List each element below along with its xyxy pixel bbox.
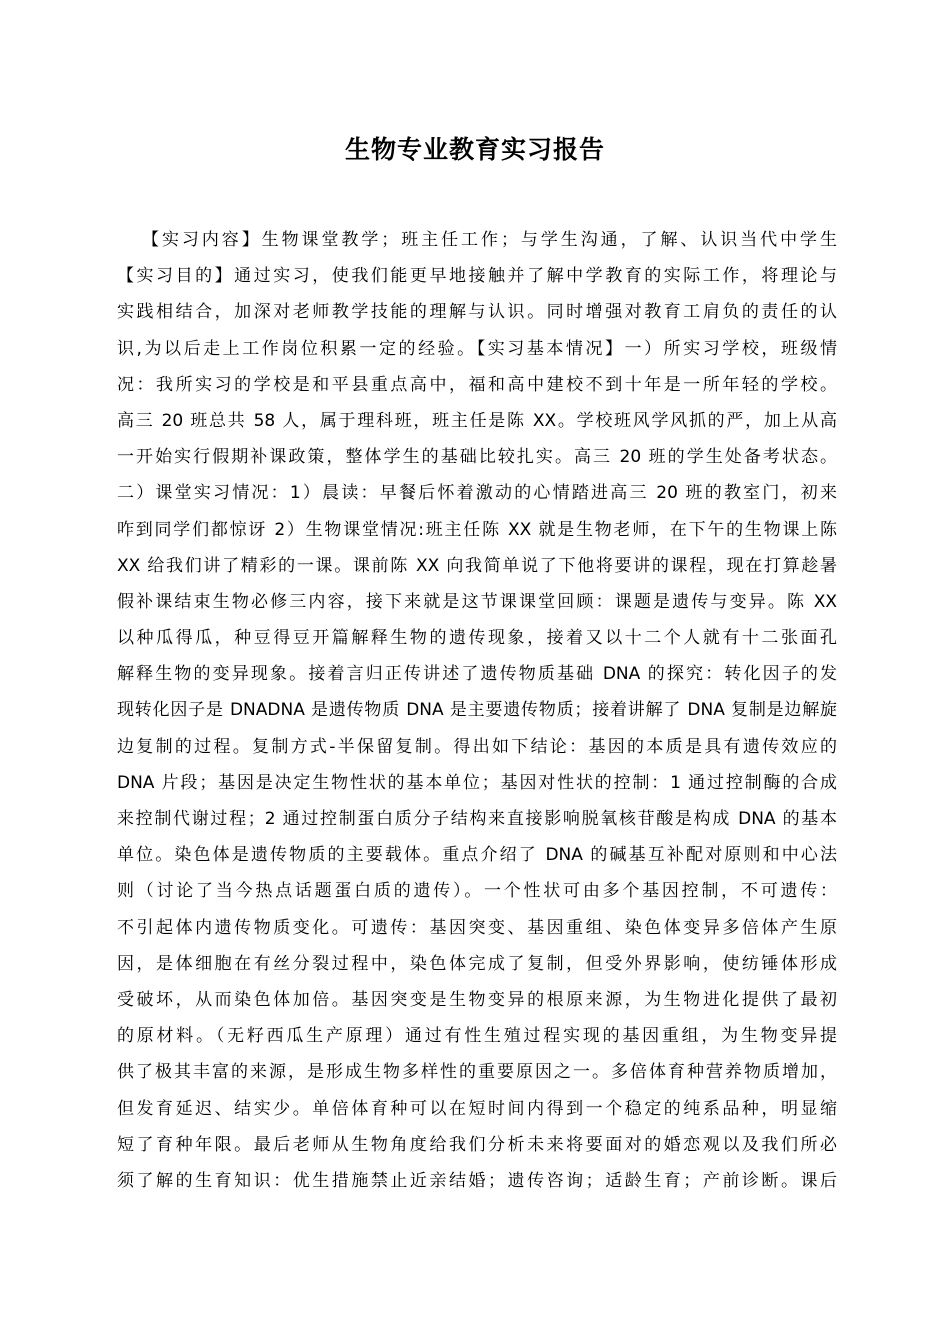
body-line: 【实习内容】生物课堂教学；班主任工作；与学生沟通，了解、认识当代中学生 bbox=[142, 230, 837, 250]
body-line: 识,为以后走上工作岗位积累一定的经验。【实习基本情况】一）所实习学校，班级情 bbox=[117, 338, 837, 359]
body-line: 单位。染色体是遗传物质的主要载体。重点介绍了 DNA 的碱基互补配对原则和中心法 bbox=[117, 845, 837, 866]
body-line: 以种瓜得瓜，种豆得豆开篇解释生物的遗传现象，接着又以十二个人就有十二张面孔 bbox=[117, 628, 837, 649]
body-line: 假补课结束生物必修三内容，接下来就是这节课课堂回顾：课题是遗传与变异。陈 XX bbox=[117, 591, 837, 612]
body-line: 咋到同学们都惊讶 2）生物课堂情况:班主任陈 XX 就是生物老师，在下午的生物课上陈 bbox=[117, 519, 837, 540]
body-line: 高三 20 班总共 58 人，属于理科班，班主任是陈 XX。学校班风学风抓的严，加上从高 bbox=[117, 410, 837, 431]
body-line: 【实习目的】通过实习，使我们能更早地接触并了解中学教育的实际工作，将理论与 bbox=[117, 266, 837, 287]
body-line: 实践相结合，加深对老师教学技能的理解与认识。同时增强对教育工肩负的责任的认 bbox=[117, 302, 837, 323]
body-line: 受破坏，从而染色体加倍。基因突变是生物变异的根原来源，为生物进化提供了最初 bbox=[117, 989, 837, 1010]
body-line: 况：我所实习的学校是和平县重点高中，福和高中建校不到十年是一所年轻的学校。 bbox=[117, 374, 837, 395]
body-line: 解释生物的变异现象。接着言归正传讲述了遗传物质基础 DNA 的探究：转化因子的发 bbox=[117, 664, 837, 685]
body-line: 不引起体内遗传物质变化。可遗传：基因突变、基因重组、染色体变异多倍体产生原 bbox=[117, 917, 837, 938]
body-line: 边复制的过程。复制方式-半保留复制。得出如下结论：基因的本质是具有遗传效应的 bbox=[117, 736, 837, 757]
body-line: 现转化因子是 DNADNA 是遗传物质 DNA 是主要遗传物质；接着讲解了 DNA 复制是边解旋 bbox=[117, 700, 837, 721]
body-line: 因，是体细胞在有丝分裂过程中，染色体完成了复制，但受外界影响，使纺锤体形成 bbox=[117, 953, 837, 974]
body-line: 供了极其丰富的来源，是形成生物多样性的重要原因之一。多倍体育种营养物质增加， bbox=[117, 1062, 837, 1083]
body-line: XX 给我们讲了精彩的一课。课前陈 XX 向我简单说了下他将要讲的课程，现在打算趁暑 bbox=[117, 555, 837, 576]
body-line: 但发育延迟、结实少。单倍体育种可以在短时间内得到一个稳定的纯系品种，明显缩 bbox=[117, 1098, 837, 1119]
document-body bbox=[117, 222, 837, 1199]
document-title: 生物专业教育实习报告 bbox=[344, 135, 605, 164]
body-line: DNA 片段；基因是决定生物性状的基本单位；基因对性状的控制：1 通过控制酶的合成 bbox=[117, 772, 837, 793]
body-line: 来控制代谢过程；2 通过控制蛋白质分子结构来直接影响脱氧核苷酸是构成 DNA 的基本 bbox=[117, 809, 837, 829]
body-line: 一开始实行假期补课政策，整体学生的基础比较扎实。高三 20 班的学生处备考状态。 bbox=[117, 447, 837, 468]
body-line: 二）课堂实习情况：1）晨读：早餐后怀着激动的心情踏进高三 20 班的教室门，初来 bbox=[117, 483, 837, 504]
body-line: 则（讨论了当今热点话题蛋白质的遗传）。一个性状可由多个基因控制，不可遗传： bbox=[117, 881, 837, 902]
body-line: 的原材料。（无籽西瓜生产原理）通过有性生殖过程实现的基因重组，为生物变异提 bbox=[117, 1026, 837, 1047]
body-line: 须了解的生育知识：优生措施禁止近亲结婚；遗传咨询；适龄生育；产前诊断。课后 bbox=[117, 1170, 837, 1191]
body-line: 短了育种年限。最后老师从生物角度给我们分析未来将要面对的婚恋观以及我们所必 bbox=[117, 1134, 837, 1155]
